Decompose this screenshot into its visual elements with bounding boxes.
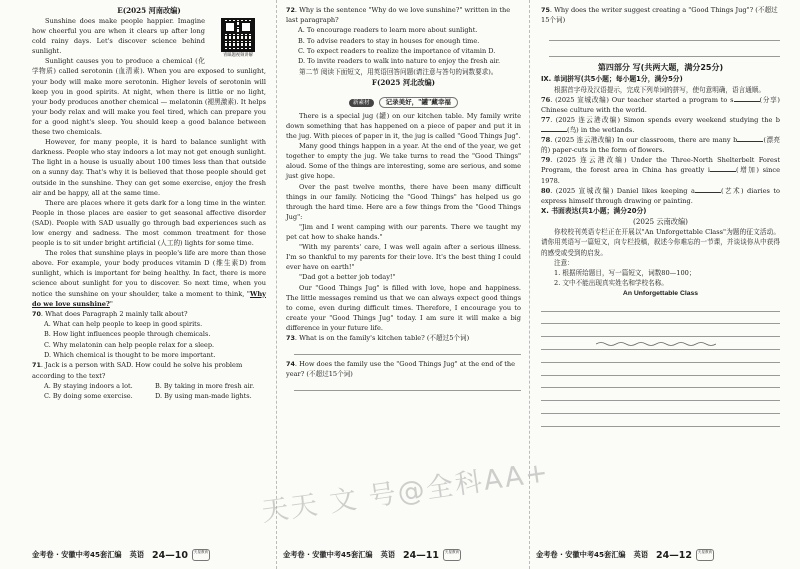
qr-caption: 青睐题视频讲解: [222, 53, 254, 58]
page-right: [530, 0, 800, 569]
page-number: 24—10: [152, 549, 188, 561]
option[interactable]: A. What can help people to keep in good spirits.: [44, 319, 203, 328]
key-sentence: Why do we love sunshine?: [32, 289, 266, 308]
part-4-title: 第四部分 写(共两大题，满分25分): [597, 63, 724, 73]
page-number: 24—12: [656, 549, 692, 561]
passage-f-title: F(2025 河北改编): [371, 77, 436, 87]
essay-line[interactable]: [541, 388, 780, 401]
spelling-item: 79. (2025 连云港改编) Under the Three-North Shelterbelt Forest Program, the forest area in China has greatly i (增加) since 1978.: [541, 156, 780, 185]
essay-line[interactable]: [541, 337, 780, 350]
answer-line-75[interactable]: [549, 25, 780, 41]
option[interactable]: C. To expect readers to realize the importance of vitamin D.: [298, 47, 496, 55]
note-title: 注意：: [554, 258, 574, 267]
section-9-instructions: 根据首字母及汉语提示，完成下列单词的拼写，使句意明确，语言通顺。: [554, 85, 765, 94]
blank[interactable]: [710, 165, 736, 172]
essay-line[interactable]: [541, 324, 780, 337]
page-left: [0, 0, 277, 569]
blank[interactable]: [541, 125, 567, 132]
wavy-mark-icon: [596, 341, 716, 347]
answer-line-74[interactable]: [294, 379, 521, 391]
page-footer: [0, 547, 276, 563]
passage-f-paragraph: "Jim and I went camping with our parents. There we taught my pet cat how to shake hands.": [286, 222, 521, 242]
series-name: 金考卷 · 安徽中考45套汇编: [283, 550, 373, 559]
series-name: 金考卷 · 安徽中考45套汇编: [32, 550, 122, 559]
passage-e-paragraph: The roles that sunshine plays in people's life are more than those above. For example, your body produces vitamin D (维生素D) from sunlight, which is important for being healthy. In fact, there is more science about sunlight for you to discover. So next time, when you notice the sunshine on your shoulder, take a moment to think, "Why do we love sunshine?": [32, 249, 266, 308]
note-item: 1. 根据所给题目，写一篇短文，词数80—100；: [554, 268, 696, 277]
option[interactable]: A. To encourage readers to learn more about sunlight.: [298, 26, 478, 35]
writing-prompt: 你校校刊英语专栏正在开展以"An Unforgettable Class"为题的征文活动。请你用英语写一篇短文，向专栏投稿，叙述今你难忘的一节课，并谈谈你从中获得的感受或受到的启发。: [541, 228, 780, 257]
essay-line[interactable]: [541, 414, 780, 427]
essay-line[interactable]: [541, 350, 780, 363]
passage-f-paragraph: Over the past twelve months, there have been many difficult things in our family. Noticing the "Good Things" has helped us go through the hard time. Here are a few things from the "Good Things Jug":: [286, 182, 521, 221]
qr-code-icon: [221, 18, 255, 52]
watermark: 天天 文 号@全科AA+: [259, 456, 552, 529]
passage-f-paragraph: Many good things happen in a year. At the end of the year, we get together to empty the jug. We take turns to read the "Good Things" aloud. Some of the things are interesting, some are serious, and some just give hope.: [286, 142, 521, 181]
question-70-options: [32, 319, 266, 361]
answer-line-75[interactable]: [549, 41, 780, 57]
option[interactable]: C. Why melatonin can help people relax for a sleep.: [44, 340, 215, 349]
subject-label: 英语: [633, 550, 649, 559]
essay-line[interactable]: [541, 376, 780, 389]
section-9-title: Ⅸ. 单词拼写(共5小题；每小题1分，满分5分): [541, 75, 683, 84]
question-72-options: [286, 25, 521, 67]
answer-line-73[interactable]: [294, 343, 521, 355]
section-2-instructions: 第二节 阅读下面短文，用英语回答问题(请注意与答句的词数要求)。: [299, 67, 498, 76]
option[interactable]: A. By staying indoors a lot.: [44, 381, 133, 390]
essay-line[interactable]: [541, 363, 780, 376]
passage-e-title: E(2025 河南改编): [117, 6, 181, 15]
publisher-logo-icon: 天星教育: [192, 549, 210, 561]
topic-ribbon: 记录美好，"罐"藏幸福: [379, 97, 458, 108]
spelling-item: 80. (2025 宣城改编) Daniel likes keeping a (艺术) diaries to express himself through drawing or painting.: [541, 186, 780, 205]
essay-line[interactable]: [541, 401, 780, 414]
blank[interactable]: [734, 95, 760, 102]
question-75: 75. Why does the writer suggest creating a "Good Things Jug"? (不超过15个词): [541, 6, 778, 25]
qr-code[interactable]: [210, 16, 266, 59]
section-10-source: (2025 云南改编): [633, 217, 688, 227]
passage-e-paragraph: However, for many people, it is hard to balance sunlight with darkness. People who stay indoors a lot may not get enough sunlight. The light in a house is usually about 100 times less than that outside on a sunny day. That's why it is believed that those people should get outside in the sunshine. They can get some exercise, enjoy the fresh air and be happy, all at the same time.: [32, 138, 266, 197]
question-70: 70. What does Paragraph 2 mainly talk about?: [32, 309, 188, 318]
blank[interactable]: [695, 186, 721, 193]
passage-f-paragraph: Our "Good Things Jug" is filled with love, hope and happiness. The little messages remind us that we can always expect good things to come, even during difficult times. Therefore, I encourage you to create your "Good Things Jug" today. I am sure it will make a big difference in your future life.: [286, 283, 521, 332]
blank[interactable]: [737, 135, 763, 142]
passage-e-paragraph: Sunshine does make people happier. Imagine how cheerful you are when it clears up after long cold rainy days. Let's discover science behind sunlight.: [32, 17, 205, 56]
passage-e-paragraph: There are places where it gets dark for a long time in the winter. People in those places are easier to get seasonal affective disorder (SAD). People with SAD usually go through bad experiences such as low energy and sadness. The most common treatment for those people is to sit under bright artificial (人工的) lights for some time.: [32, 198, 266, 248]
essay-line[interactable]: [541, 312, 780, 325]
note-item: 2. 文中不能出现真实姓名和学校名称。: [554, 278, 668, 287]
page-middle: [277, 0, 530, 569]
question-74: 74. How does the family use the "Good Things Jug" at the end of the year? (不超过15个词): [286, 360, 516, 379]
series-name: 金考卷 · 安徽中考45套汇编: [536, 550, 626, 559]
passage-e-paragraph: Sunlight causes you to produce a chemical (化学物质) called serotonin (血清素). When you are exposed to sunlight, your body will make more serotonin. Higher levels of serotonin will keep you in good spirits. At night, when there is little or no light, your body produces another chemical — melatonin (褪黑激素). It helps your body relax and will make you feel tired, which can prepare you for a good night's sleep. You should keep a good balance between these two chemicals.: [32, 57, 266, 137]
option[interactable]: B. To advise readers to stay in houses for enough time.: [298, 36, 480, 45]
option[interactable]: B. By taking in more fresh air.: [155, 381, 255, 390]
option[interactable]: D. Which chemical is thought to be more important.: [44, 351, 216, 360]
page-footer: [277, 547, 529, 563]
question-71: 71. Jack is a person with SAD. How could he solve his problem according to the text?: [32, 361, 243, 380]
subject-label: 英语: [380, 550, 396, 559]
passage-f-paragraph: There is a special jug (罐) on our kitchen table. My family write down something that has happened on a piece of paper and put it in the jug. With pieces of paper in it, the jug is called "Good Things Jug".: [286, 111, 521, 141]
option[interactable]: C. By doing some exercise.: [44, 392, 133, 401]
question-71-options: [32, 381, 266, 402]
page-number: 24—11: [403, 549, 439, 561]
option[interactable]: D. By using man-made lights.: [155, 392, 252, 401]
question-72: 72. Why is the sentence "Why do we love sunshine?" written in the last paragraph?: [286, 6, 511, 25]
new-material-badge: 新素材: [349, 99, 374, 107]
section-10-title: Ⅹ. 书面表达(共1小题；满分20分): [541, 206, 647, 215]
question-73: 73. What is on the family's kitchen table? (不超过5个词): [286, 333, 470, 342]
essay-line[interactable]: [541, 299, 780, 312]
option[interactable]: D. To invite readers to walk into nature to enjoy the fresh air.: [298, 57, 501, 66]
spelling-item: 78. (2025 连云港改编) In our classroom, there are many b (漂亮的) paper-cuts in the form of flowers.: [541, 136, 781, 155]
passage-f-paragraph: "With my parents' care, I was well again after a serious illness. I'm so thankful to my parents for their love. It's the best thing I could ever have on earth!": [286, 243, 521, 272]
passage-f-paragraph: "Dad got a better job today!": [299, 273, 396, 282]
essay-title: An Unforgettable Class: [622, 289, 699, 297]
publisher-logo-icon: 天星教育: [696, 549, 714, 561]
spelling-item: 76. (2025 宣城改编) Our teacher started a program to s (分享) Chinese culture with the world.: [541, 95, 780, 114]
spelling-item: 77. (2025 连云港改编) Simon spends every weekend studying the b(鸟) in the wetlands.: [541, 115, 780, 135]
publisher-logo-icon: 天星教育: [443, 549, 461, 561]
option[interactable]: B. How light influences people through chemicals.: [44, 330, 211, 339]
subject-label: 英语: [129, 550, 145, 559]
page-footer: [530, 547, 800, 563]
